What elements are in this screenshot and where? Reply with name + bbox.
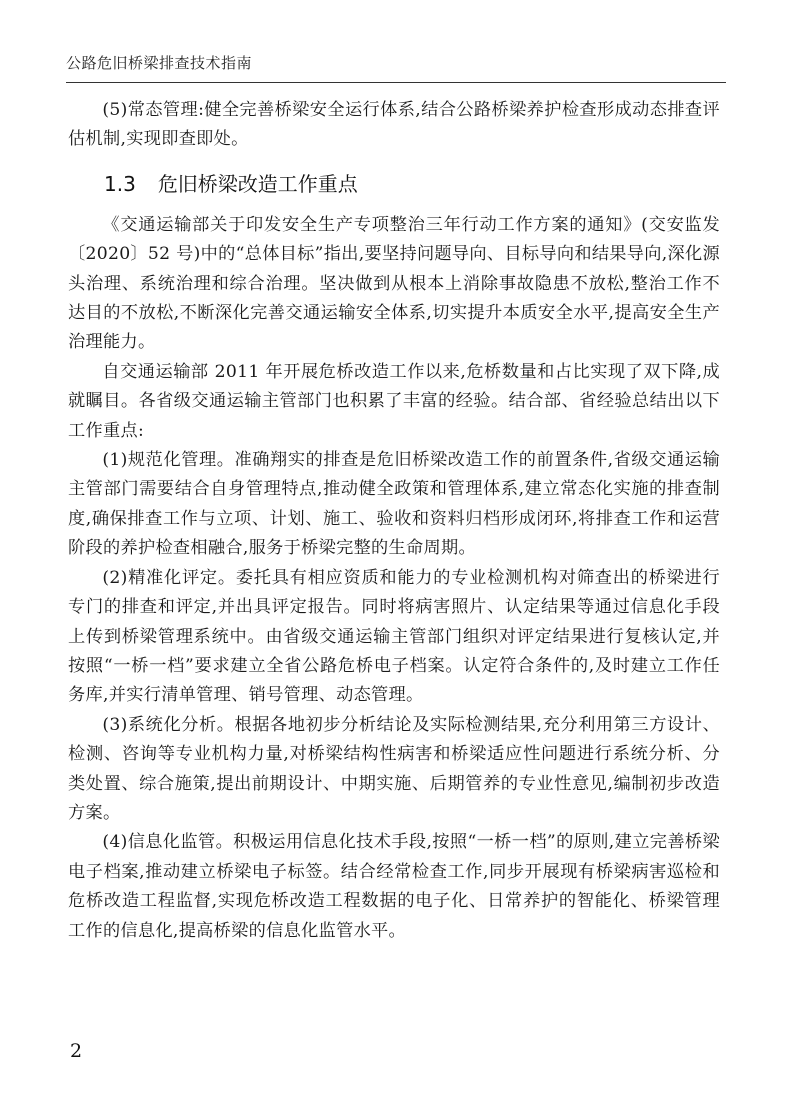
header-rule — [66, 82, 726, 83]
paragraph-standardized-management: (1)规范化管理。准确翔实的排查是危旧桥梁改造工作的前置条件,省级交通运输主管部门需要结合自身管理特点,推动健全政策和管理体系,建立常态化实施的排查制度,确保排查工作与立项、计划、施工、验收和资料归档形成闭环,将排查工作和运营阶段的养护检查相融合,服务于桥梁完整的生命周期。 — [68, 450, 720, 559]
paragraph-systematic-analysis: (3)系统化分析。根据各地初步分析结论及实际检测结果,充分利用第三方设计、检测、咨询等专业机构力量,对桥梁结构性病害和桥梁适应性问题进行系统分析、分类处置、综合施策,提出前期设计、中期实施、后期管养的专业性意见,编制初步改造方案。 — [68, 714, 720, 823]
page-number: 2 — [70, 1040, 83, 1062]
paragraph-information-supervision: (4)信息化监管。积极运用信息化技术手段,按照“一桥一档”的原则,建立完善桥梁电子档案,推动建立桥梁电子标签。结合经常检查工作,同步开展现有桥梁病害巡检和危桥改造工程监督,实现危桥改造工程数据的电子化、日常养护的智能化、桥梁管理工作的信息化,提高桥梁的信息化监管水平。 — [68, 832, 720, 941]
paragraph-precise-evaluation: (2)精准化评定。委托具有相应资质和能力的专业检测机构对筛查出的桥梁进行专门的排查和评定,并出具评定报告。同时将病害照片、认定结果等通过信息化手段上传到桥梁管理系统中。由省级交通运输主管部门组织对评定结果进行复核认定,并按照“一桥一档”要求建立全省公路危桥电子档案。认定符合条件的,及时建立工作任务库,并实行清单管理、销号管理、动态管理。 — [68, 567, 720, 706]
paragraph-routine-management: (5)常态管理:健全完善桥梁安全运行体系,结合公路桥梁养护检查形成动态排查评估机制,实现即查即处。 — [68, 100, 720, 150]
paragraph-notice-goals: 《交通运输部关于印发安全生产专项整治三年行动工作方案的通知》(交安监发〔2020〕52 号)中的“总体目标”指出,要坚持问题导向、目标导向和结果导向,深化源头治理、系统治理和综合治理。坚决做到从根本上消除事故隐患不放松,整治工作不达目的不放松,不断深化完善交通运输安全体系,切实提升本质安全水平,提高安全生产治理能力。 — [68, 214, 720, 353]
section-title: 危旧桥梁改造工作重点 — [157, 171, 358, 196]
page-body — [68, 96, 720, 946]
section-heading — [104, 169, 720, 199]
paragraph-achievements: 自交通运输部 2011 年开展危桥改造工作以来,危桥数量和占比实现了双下降,成就瞩目。各省级交通运输主管部门也积累了丰富的经验。结合部、省经验总结出以下工作重点: — [68, 361, 720, 441]
running-header-title: 公路危旧桥梁排查技术指南 — [66, 54, 253, 72]
section-number: 1.3 — [104, 171, 136, 196]
